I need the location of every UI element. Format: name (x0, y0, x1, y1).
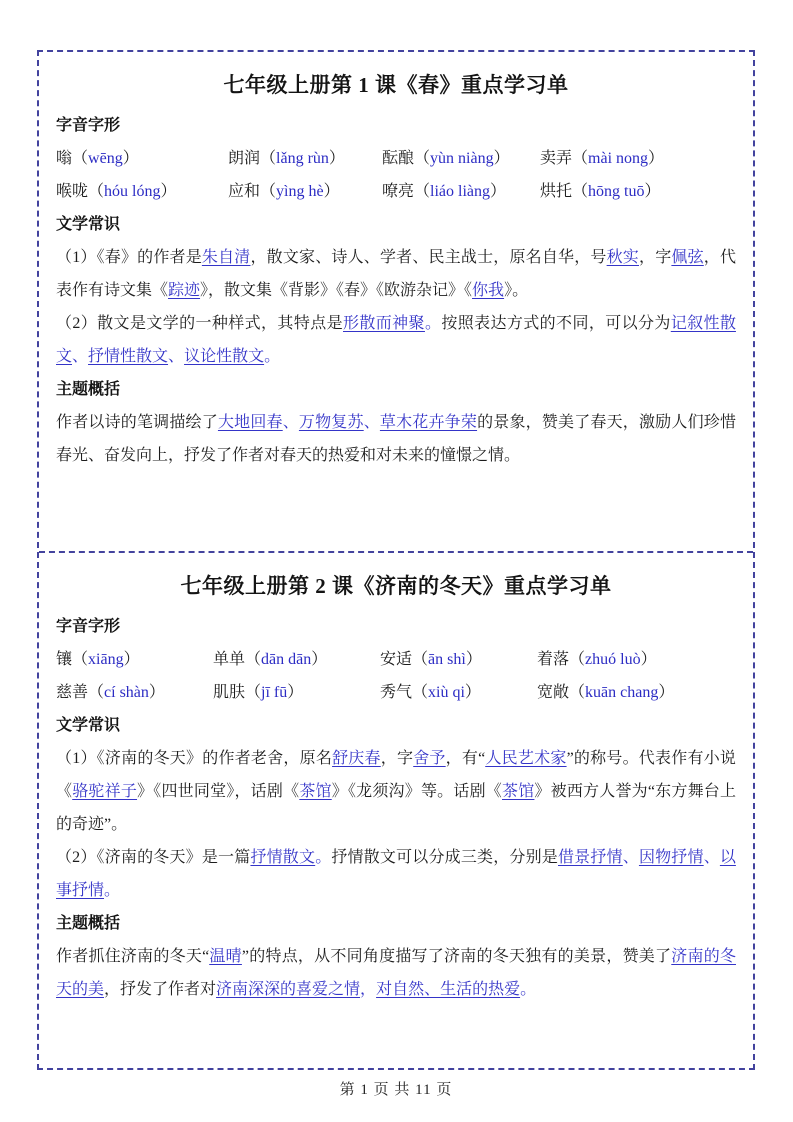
pinyin-word: 烘托 (540, 183, 573, 200)
underlined-term: 你我 (472, 282, 505, 299)
paren-open: （ (569, 651, 586, 668)
text-segment: ，散文家、诗人、学者、民主战士，原名自华，号 (250, 249, 607, 266)
underlined-term: 议论性散文 (184, 348, 265, 365)
underlined-term: 秋实 (606, 249, 639, 266)
pinyin-reading: xiù qi (428, 684, 465, 701)
lesson-1-section (39, 52, 753, 553)
paren-close: ） (311, 651, 328, 668)
pinyin-word: 秀气 (380, 684, 413, 701)
blue-punctuation: 。 (315, 849, 332, 866)
pinyin-word: 单单 (213, 651, 246, 668)
underlined-term: 因物抒情 (638, 849, 704, 866)
pinyin-word: 肌肤 (213, 684, 246, 701)
pinyin-word: 镶 (56, 651, 73, 668)
pinyin-word: 朗润 (228, 150, 261, 167)
pinyin-reading: yìng hè (276, 183, 324, 200)
pinyin-item (213, 676, 380, 709)
paren-close: ） (493, 150, 510, 167)
pinyin-item (228, 142, 382, 175)
underlined-term: 骆驼祥子 (72, 783, 138, 800)
text-segment: （1）《春》的作者是 (56, 249, 202, 266)
pinyin-word: 卖弄 (540, 150, 573, 167)
paren-close: ） (464, 684, 481, 701)
text-segment: 》《四世同堂》，话剧《 (137, 783, 300, 800)
pinyin-reading: xiāng (88, 651, 124, 668)
pinyin-word: 嘹亮 (382, 183, 415, 200)
blue-punctuation: 、 (703, 849, 720, 866)
pinyin-reading: dān dān (261, 651, 312, 668)
underlined-term: 抒情散文 (250, 849, 316, 866)
pinyin-reading: kuān chang (585, 684, 659, 701)
pinyin-item (382, 175, 540, 208)
text-segment: 》，散文集《背影》《春》《欧游杂记》《 (200, 282, 473, 299)
blue-punctuation: 。 (264, 348, 281, 365)
lesson-2-section (39, 553, 753, 1068)
text-segment: 按照表达方式的不同，可以分为 (441, 315, 671, 332)
paren-open: （ (245, 651, 262, 668)
lesson-1-literature-heading: 文学常识 (56, 216, 121, 233)
pinyin-reading: cí shàn (104, 684, 149, 701)
blue-punctuation: 。 (424, 315, 442, 332)
lesson-2-title: 七年级上册第 2 课《济南的冬天》重点学习单 (180, 574, 612, 598)
pinyin-reading: mài nong (588, 150, 649, 167)
text-segment: 》《龙须沟》等。话剧《 (331, 783, 502, 800)
blue-punctuation: ， (360, 981, 377, 998)
text-segment: ，抒发了作者对 (104, 981, 217, 998)
paren-close: ） (490, 183, 507, 200)
lesson-1-literature-para-2 (56, 307, 736, 373)
text-segment: ”的称号。代表作有小说《 (56, 750, 736, 800)
pinyin-item (540, 142, 736, 175)
lesson-2-pinyin-grid (56, 643, 736, 709)
text-segment: 抒情散文可以分成三类，分别是 (331, 849, 558, 866)
pinyin-reading: yùn niàng (430, 150, 494, 167)
paren-open: （ (412, 651, 429, 668)
paren-open: （ (88, 684, 105, 701)
underlined-term: 茶馆 (299, 783, 332, 800)
underlined-term: 草木花卉争荣 (379, 414, 478, 431)
lesson-2-literature-heading: 文学常识 (56, 717, 121, 734)
pinyin-item (382, 142, 540, 175)
paren-open: （ (414, 183, 431, 200)
text-segment: 作者以诗的笔调描绘了 (56, 414, 218, 431)
underlined-term: 舍予 (413, 750, 446, 767)
paren-close: ） (122, 150, 139, 167)
paren-close: ） (323, 183, 340, 200)
underlined-term: 以事抒情 (56, 849, 736, 899)
underlined-term: 朱自清 (201, 249, 251, 266)
lesson-1-theme-para (56, 406, 736, 472)
paren-close: ） (658, 684, 675, 701)
text-segment: （1）《济南的冬天》的作者老舍，原名 (56, 750, 333, 767)
lesson-1-pinyin-heading: 字音字形 (56, 117, 121, 134)
underlined-term: 万物复苏 (298, 414, 364, 431)
paren-close: ） (648, 150, 665, 167)
underlined-term: 抒情性散文 (88, 348, 169, 365)
paren-open: （ (245, 684, 262, 701)
text-segment: ，字 (639, 249, 672, 266)
text-segment: 作者抓住济南的冬天“ (56, 948, 210, 965)
pinyin-item (213, 643, 380, 676)
text-segment: （2）《济南的冬天》是一篇 (56, 849, 251, 866)
blue-punctuation: 、 (72, 348, 89, 365)
blue-punctuation: 、 (622, 849, 639, 866)
pinyin-item (537, 643, 736, 676)
pinyin-reading: hōng tuō (588, 183, 645, 200)
pinyin-item (56, 676, 213, 709)
pinyin-word: 宽敞 (537, 684, 570, 701)
underlined-term: 踪迹 (168, 282, 201, 299)
paren-open: （ (88, 183, 105, 200)
lesson-2-literature-para-2 (56, 841, 736, 907)
paren-open: （ (572, 150, 589, 167)
paren-open: （ (72, 150, 89, 167)
underlined-term: 人民艺术家 (485, 750, 567, 767)
text-segment: ，代表作有诗文集《 (56, 249, 736, 299)
paren-close: ） (328, 150, 345, 167)
paren-open: （ (260, 183, 277, 200)
pinyin-reading: zhuó luò (585, 651, 641, 668)
pinyin-item (56, 175, 228, 208)
lesson-2-theme-para (56, 940, 736, 1006)
pinyin-item (540, 175, 736, 208)
lesson-1-pinyin-grid (56, 142, 736, 208)
lesson-2-literature-para-1 (56, 742, 736, 841)
pinyin-word: 着落 (537, 651, 570, 668)
text-segment: 》被西方人誉为“东方舞台上的奇迹”。 (56, 783, 736, 833)
pinyin-reading: liáo liàng (430, 183, 491, 200)
text-segment: ，有“ (445, 750, 486, 767)
underlined-term: 济南深深的喜爱之情 (216, 981, 361, 998)
pinyin-item (228, 175, 382, 208)
pinyin-word: 应和 (228, 183, 261, 200)
lesson-1-title: 七年级上册第 1 课《春》重点学习单 (223, 73, 569, 97)
paren-open: （ (72, 651, 89, 668)
blue-punctuation: 。 (104, 882, 121, 899)
paren-open: （ (572, 183, 589, 200)
pinyin-item (380, 676, 537, 709)
paren-open: （ (260, 150, 277, 167)
blue-punctuation: 、 (282, 414, 299, 431)
lesson-2-pinyin-heading: 字音字形 (56, 618, 121, 635)
underlined-term: 形散而神聚 (343, 315, 425, 332)
pinyin-word: 安适 (380, 651, 413, 668)
underlined-term: 记叙性散文 (56, 315, 736, 365)
pinyin-item (537, 676, 736, 709)
pinyin-reading: lǎng rùn (276, 150, 329, 167)
paren-close: ） (644, 183, 661, 200)
blue-punctuation: 、 (168, 348, 185, 365)
paren-close: ） (465, 651, 482, 668)
paren-close: ） (123, 651, 140, 668)
pinyin-reading: wēng (88, 150, 123, 167)
pinyin-reading: hóu lóng (104, 183, 161, 200)
text-segment: ”的特点，从不同角度描写了济南的冬天独有的美景，赞美了 (241, 948, 672, 965)
text-segment: （2）散文是文学的一种样式，其特点是 (56, 315, 343, 332)
underlined-term: 大地回春 (217, 414, 283, 431)
pinyin-word: 酝酿 (382, 150, 415, 167)
paren-close: ） (160, 183, 177, 200)
paren-open: （ (414, 150, 431, 167)
paren-open: （ (569, 684, 586, 701)
page-number-footer: 第 1 页 共 11 页 (339, 1082, 453, 1098)
lesson-1-theme-heading: 主题概括 (56, 381, 121, 398)
paren-close: ） (148, 684, 165, 701)
underlined-term: 舒庆春 (332, 750, 381, 767)
pinyin-word: 慈善 (56, 684, 89, 701)
underlined-term: 对自然、生活的热爱 (376, 981, 521, 998)
underlined-term: 佩弦 (671, 249, 704, 266)
paren-close: ） (640, 651, 657, 668)
pinyin-word: 嗡 (56, 150, 73, 167)
text-segment: ，字 (380, 750, 414, 767)
pinyin-item (56, 142, 228, 175)
paren-open: （ (412, 684, 429, 701)
lesson-1-literature-para-1 (56, 241, 736, 307)
pinyin-word: 喉咙 (56, 183, 89, 200)
underlined-term: 济南的冬天的美 (56, 948, 736, 998)
paren-close: ） (287, 684, 304, 701)
blue-punctuation: 。 (520, 981, 537, 998)
underlined-term: 茶馆 (502, 783, 535, 800)
text-segment: 》。 (504, 282, 529, 299)
pinyin-reading: ān shì (428, 651, 466, 668)
lesson-2-theme-heading: 主题概括 (56, 915, 121, 932)
worksheet-container (37, 50, 755, 1070)
pinyin-reading: jī fū (261, 684, 288, 701)
pinyin-item (380, 643, 537, 676)
pinyin-item (56, 643, 213, 676)
blue-punctuation: 、 (363, 414, 380, 431)
underlined-term: 温晴 (209, 948, 242, 965)
underlined-term: 借景抒情 (558, 849, 623, 866)
text-segment: 的景象，赞美了春天，激励人们珍惜春光、奋发向上，抒发了作者对春天的热爱和对未来的憧憬之情。 (56, 414, 736, 464)
